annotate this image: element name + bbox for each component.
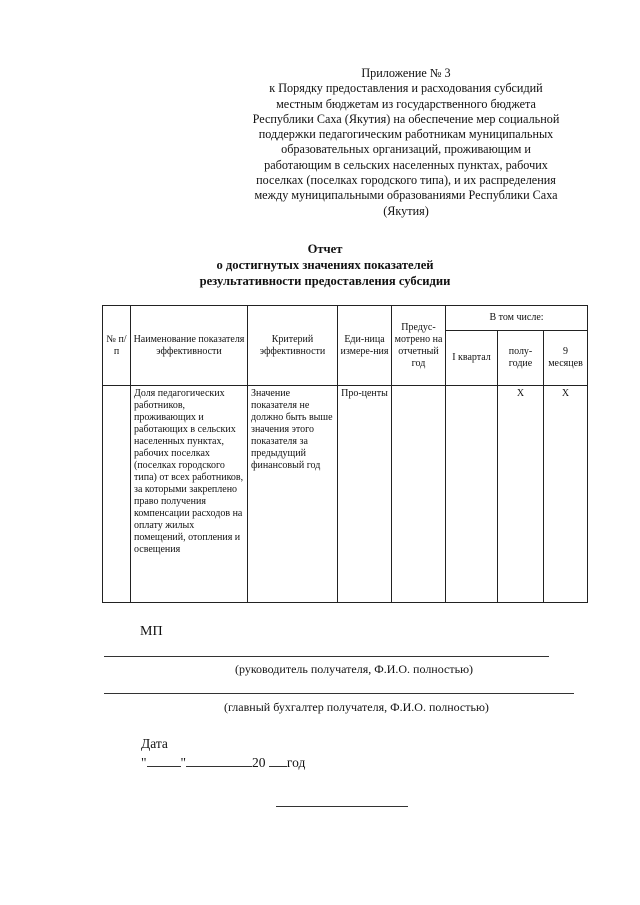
year-suffix: год: [286, 755, 306, 770]
report-title: [150, 241, 500, 289]
header-9-months: 9 месяцев: [544, 331, 588, 386]
month-blank: [186, 755, 252, 767]
header-unit: Еди-ница измере-ния: [338, 306, 392, 386]
signature-line-accountant: [104, 693, 574, 694]
table-row: [103, 386, 588, 603]
appendix-line: Республики Саха (Якутия) на обеспечение мер социальной: [252, 111, 560, 126]
appendix-header: [225, 66, 587, 219]
year-prefix: 20: [252, 755, 266, 770]
appendix-line: (Якутия): [383, 203, 429, 218]
appendix-line: образовательных организаций, проживающим и: [281, 142, 531, 157]
appendix-line: местным бюджетам из государственного бюджета: [276, 96, 536, 111]
appendix-line: Приложение № 3: [361, 66, 451, 80]
header-name: Наименование показателя эффективности: [131, 306, 248, 386]
date-fill-line: [141, 755, 305, 771]
appendix-line: между муниципальными образованиями Республики Саха: [254, 188, 558, 203]
year-blank: [269, 755, 287, 767]
cell-criterion: Значение показателя не должно быть выше значения этого показателя за предыдущий финансовый год: [248, 386, 338, 603]
appendix-line: поддержки педагогическим работникам муниципальных: [258, 127, 554, 142]
date-quote-close: ": [180, 755, 187, 770]
day-blank: [147, 755, 181, 767]
header-including: В том числе:: [446, 306, 588, 331]
cell-planned: [392, 386, 446, 603]
appendix-line: к Порядку предоставления и расходования субсидий: [269, 81, 543, 96]
header-criterion: Критерий эффективности: [248, 306, 338, 386]
header-planned: Предус-мотрено на отчетный год: [392, 306, 446, 386]
cell-num: [103, 386, 131, 603]
title-line-1: Отчет: [307, 242, 343, 256]
date-quote-open: ": [141, 755, 147, 770]
title-line-2: о достигнутых значениях показателей: [216, 258, 434, 272]
cell-half-year: X: [498, 386, 544, 603]
signature-caption-accountant: (главный бухгалтер получателя, Ф.И.О. полностью): [224, 700, 489, 714]
report-table: [102, 305, 588, 603]
signature-line-head: [104, 656, 549, 657]
header-q1: I квартал: [446, 331, 498, 386]
cell-q1: [446, 386, 498, 603]
header-num: № п/п: [103, 306, 131, 386]
signature-caption-head: (руководитель получателя, Ф.И.О. полностью): [235, 662, 474, 676]
cell-name: Доля педагогических работников, проживающих и работающих в сельских населенных пунктах, рабочих поселках (поселках городского типа) от всех работников, за которыми закреплено право получения компенсации расходов на оплату жилых помещений, отопления и освещения: [131, 386, 248, 603]
cell-9-months: X: [544, 386, 588, 603]
bottom-signature-line: [276, 806, 408, 807]
appendix-line: поселках (поселках городского типа), и их распределения: [256, 173, 556, 188]
cell-unit: Про-центы: [338, 386, 392, 603]
stamp-label: МП: [140, 624, 163, 639]
title-line-3: результативности предоставления субсидии: [199, 274, 451, 288]
header-half-year: полу-годие: [498, 331, 544, 386]
date-label: Дата: [141, 736, 168, 751]
appendix-line: работающим в сельских населенных пунктах, рабочих: [264, 157, 548, 172]
